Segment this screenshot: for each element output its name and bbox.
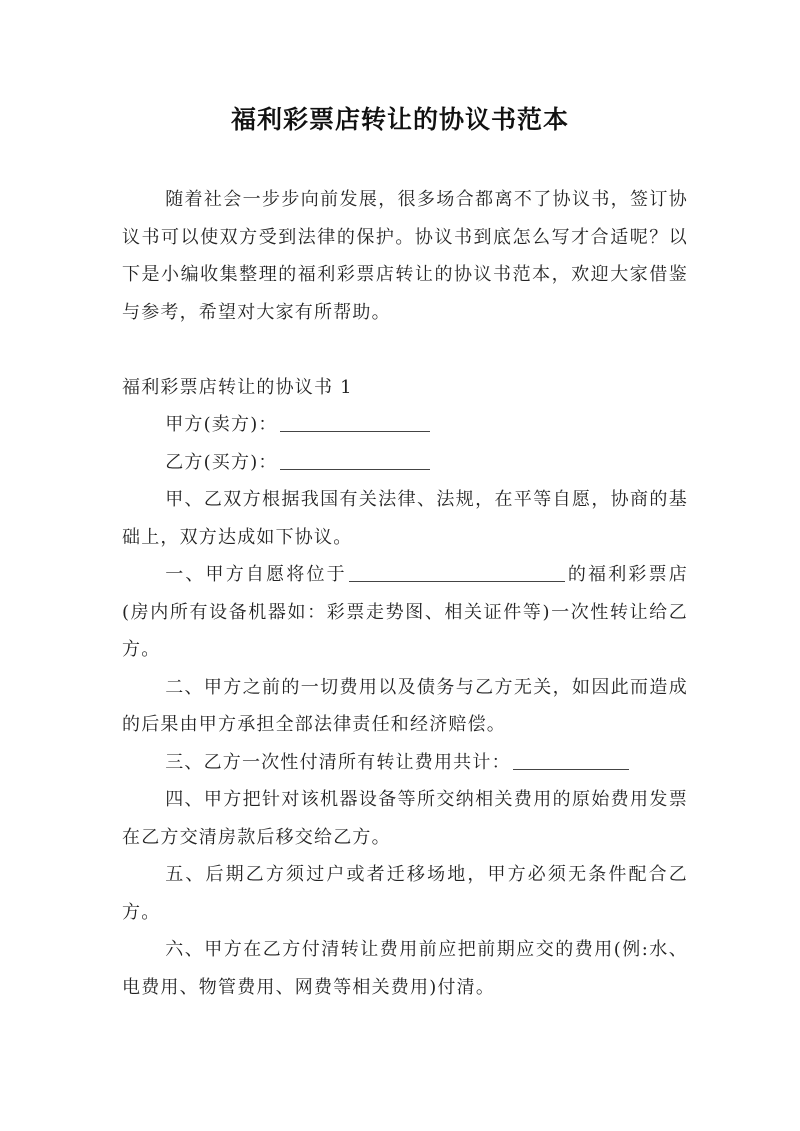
clause-3 bbox=[122, 744, 688, 782]
clause-5: 五、后期乙方须过户或者迁移场地，甲方必须无条件配合乙方。 bbox=[122, 864, 688, 923]
clause-6: 六、甲方在乙方付清转让费用前应把前期应交的费用(例:水、电费用、物管费用、网费等相关费用)付清。 bbox=[122, 939, 688, 998]
document-body bbox=[122, 181, 688, 1006]
party-b-blank bbox=[280, 449, 430, 470]
clause-3-text: 三、乙方一次性付清所有转让费用共计： bbox=[165, 751, 511, 773]
location-blank bbox=[349, 561, 565, 582]
fee-blank bbox=[513, 749, 629, 770]
paragraph-gap bbox=[122, 331, 688, 369]
section-heading: 福利彩票店转让的协议书 1 bbox=[122, 376, 353, 398]
clause-1-after: 的福利彩票店(房内所有设备机器如：彩票走势图、相关证件等)一次性转让给乙方。 bbox=[122, 564, 688, 660]
intro-paragraph: 随着社会一步步向前发展，很多场合都离不了协议书，签订协议书可以使双方受到法律的保护。协议书到底怎么写才合适呢？以下是小编收集整理的福利彩票店转让的协议书范本，欢迎大家借鉴与参考，希望对大家有所帮助。 bbox=[122, 189, 688, 323]
clause-1-before: 一、甲方自愿将位于 bbox=[165, 564, 347, 585]
party-a-line bbox=[122, 406, 688, 444]
party-a-label: 甲方(卖方)： bbox=[165, 414, 278, 435]
clause-2: 二、甲方之前的一切费用以及债务与乙方无关，如因此而造成的后果由甲方承担全部法律责任和经济赔偿。 bbox=[122, 676, 688, 735]
clause-1 bbox=[122, 556, 688, 669]
party-b-line bbox=[122, 444, 688, 482]
party-a-blank bbox=[280, 411, 430, 432]
document-title: 福利彩票店转让的协议书范本 bbox=[230, 105, 569, 134]
clause-4: 四、甲方把针对该机器设备等所交纳相关费用的原始费用发票在乙方交清房款后移交给乙方。 bbox=[122, 789, 688, 848]
party-b-label: 乙方(买方)： bbox=[165, 451, 278, 473]
preamble-paragraph: 甲、乙双方根据我国有关法律、法规，在平等自愿，协商的基础上，双方达成如下协议。 bbox=[122, 489, 688, 548]
